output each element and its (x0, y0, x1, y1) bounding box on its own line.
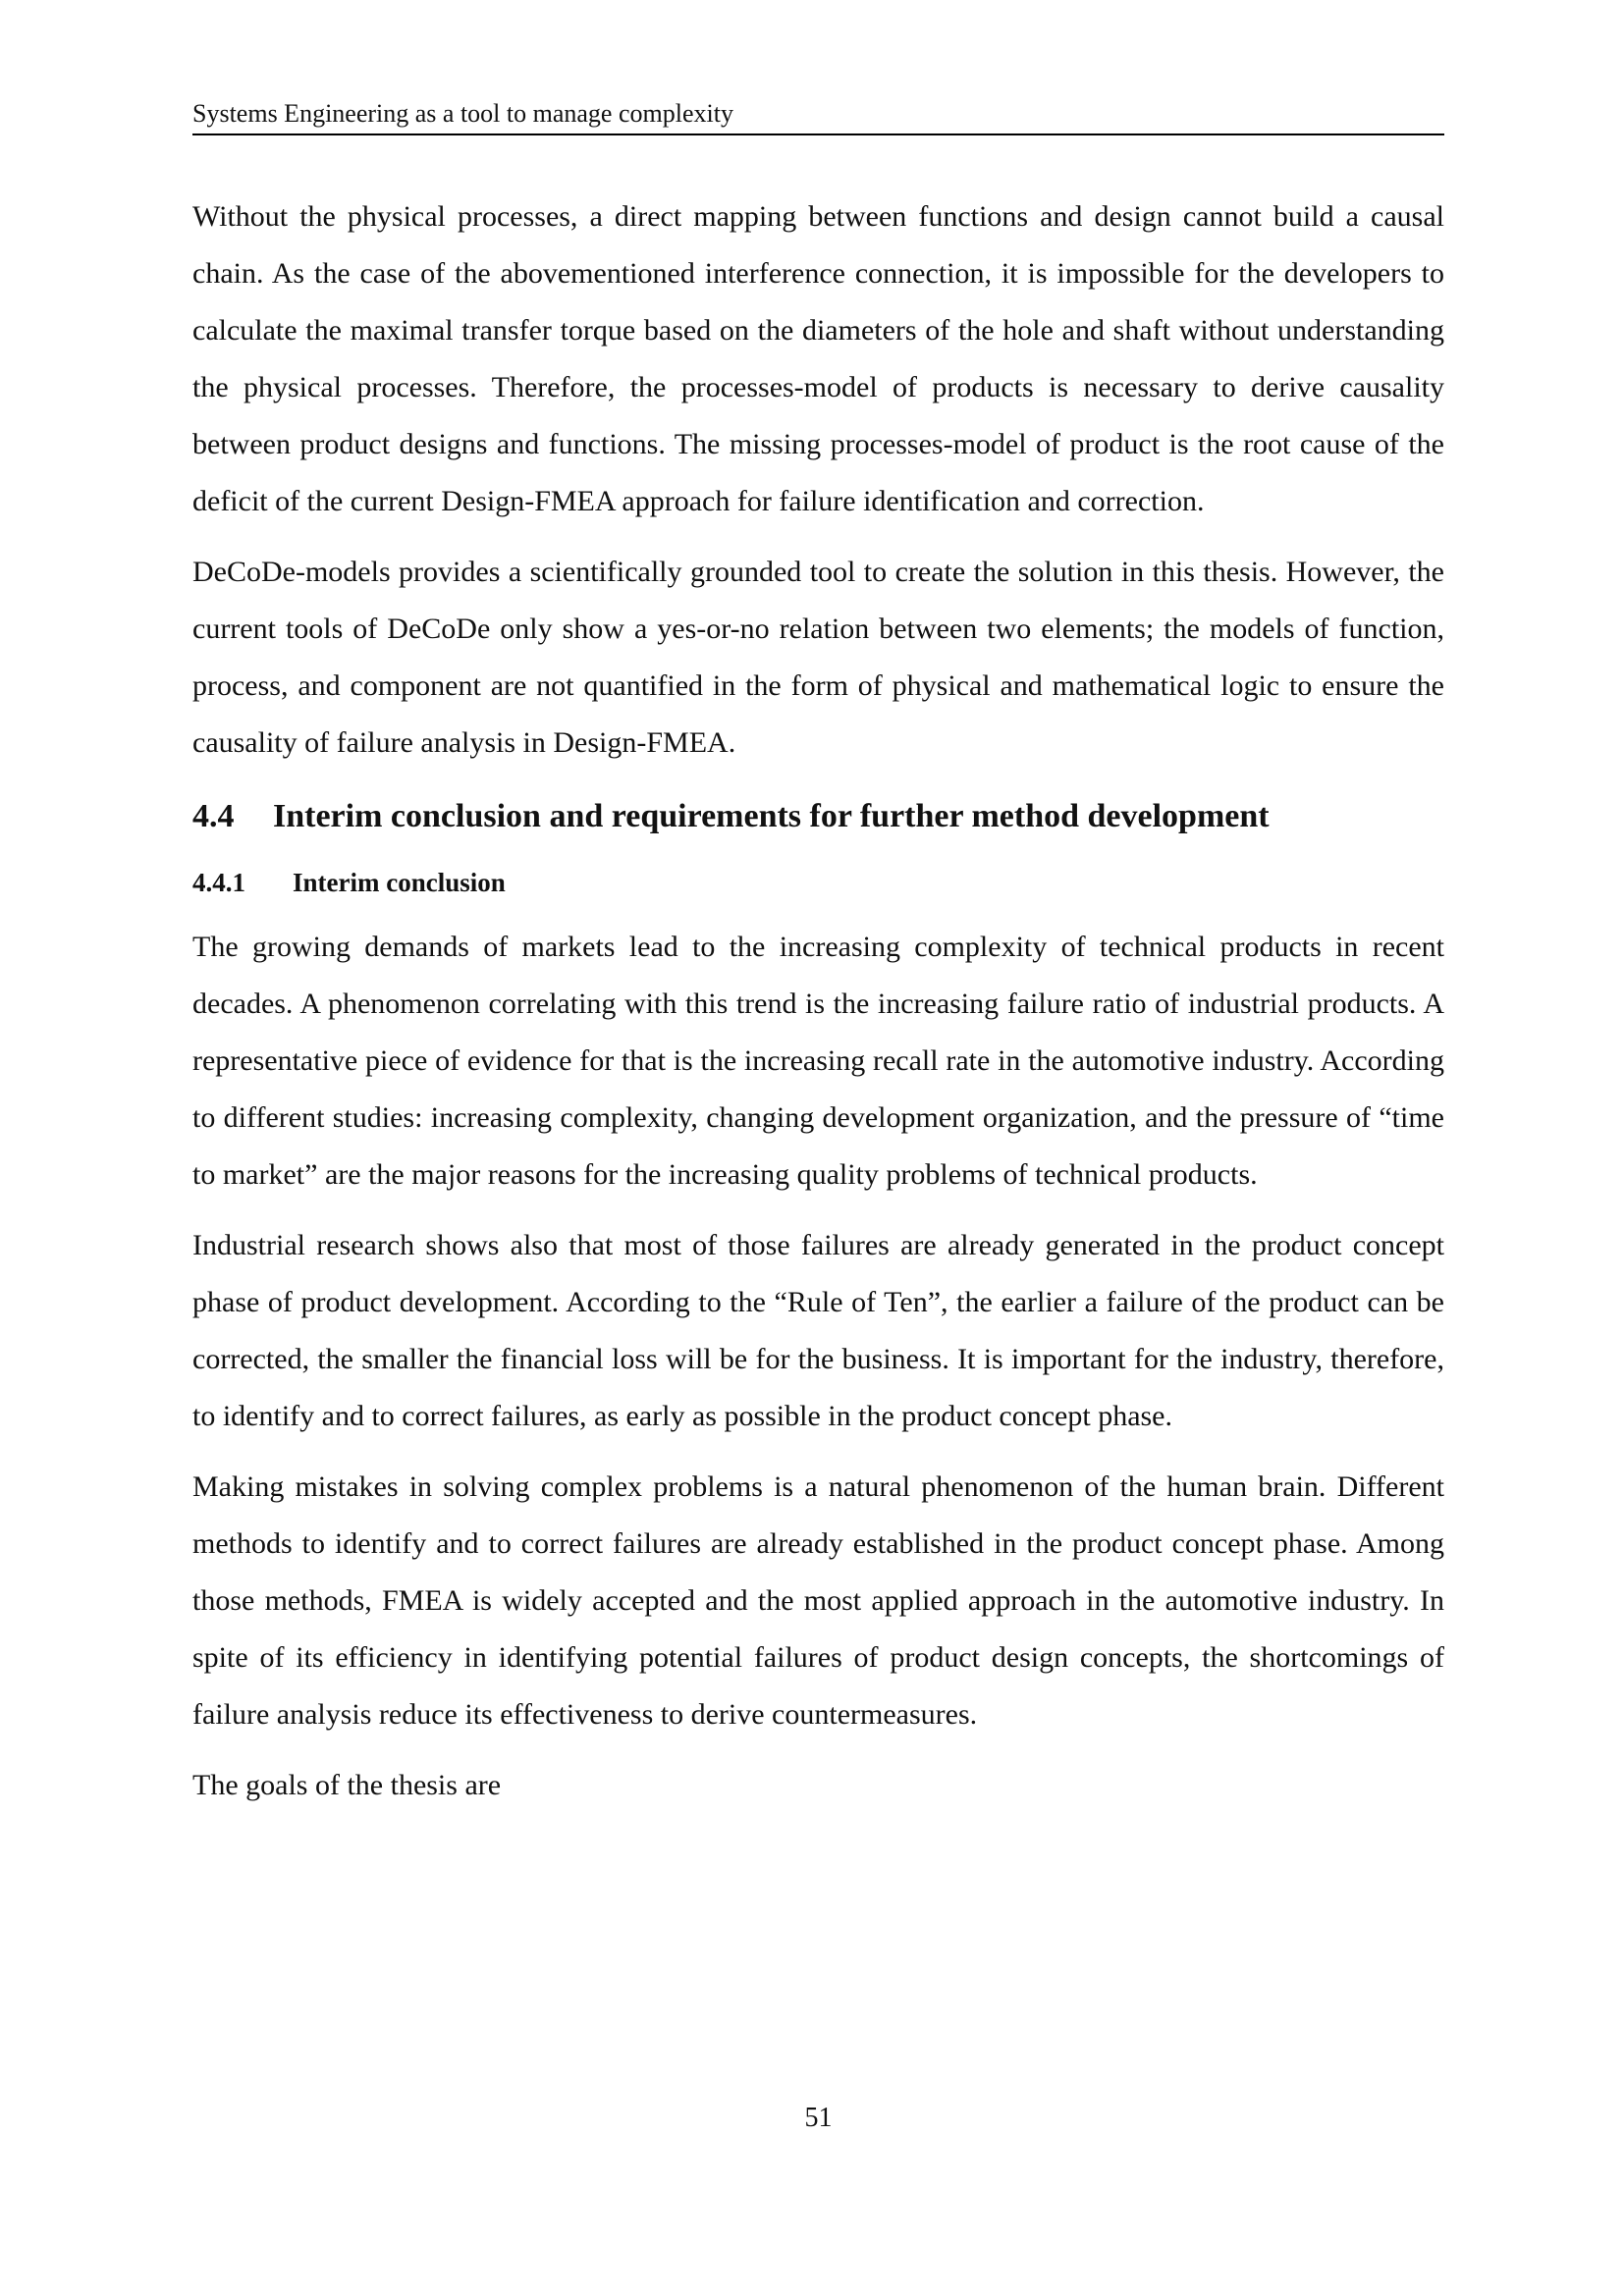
subsection-heading (192, 858, 1444, 907)
paragraph: Without the physical processes, a direct mapping between functions and design cannot build a causal chain. As the case of the abovementioned interference connection, it is impossible for the developers to calculate the maximal transfer torque based on the diameters of the hole and shaft without understanding the physical processes. Therefore, the processes-model of products is necessary to derive causality between product designs and functions. The missing processes-model of product is the root cause of the deficit of the current Design-FMEA approach for failure identification and correction. (192, 200, 1444, 517)
section-title: Interim conclusion and requirements for further method development (273, 798, 1270, 834)
subsection-number: 4.4.1 (192, 868, 245, 897)
paragraph: DeCoDe-models provides a scientifically grounded tool to create the solution in this thesis. However, the current tools of DeCoDe only show a yes-or-no relation between two elements; the models of function, process, and component are not quantified in the form of physical and mathematical logic to ensure the causality of failure analysis in Design-FMEA. (192, 556, 1444, 759)
paragraph: Industrial research shows also that most of those failures are already generated in the product concept phase of product development. According to the “Rule of Ten”, the earlier a failure of the product can be corrected, the smaller the financial loss will be for the business. It is important for the industry, therefore, to identify and to correct failures, as early as possible in the product concept phase. (192, 1229, 1444, 1432)
section-number: 4.4 (192, 798, 235, 834)
subsection-title: Interim conclusion (293, 868, 506, 897)
page-number: 51 (804, 2103, 833, 2133)
paragraph: The goals of the thesis are (192, 1769, 502, 1801)
running-header: Systems Engineering as a tool to manage complexity (192, 98, 1444, 135)
section-heading (192, 789, 1444, 844)
paragraph: Making mistakes in solving complex problems is a natural phenomenon of the human brain. Different methods to identify and to correct failures are already established in the product concept phase. Among those methods, FMEA is widely accepted and the most applied approach in the automotive industry. In spite of its efficiency in identifying potential failures of product design concepts, the shortcomings of failure analysis reduce its effectiveness to derive countermeasures. (192, 1470, 1444, 1731)
paragraph: The growing demands of markets lead to the increasing complexity of technical products in recent decades. A phenomenon correlating with this trend is the increasing failure ratio of industrial products. A representative piece of evidence for that is the increasing recall rate in the automotive industry. According to different studies: increasing complexity, changing development organization, and the pressure of “time to market” are the major reasons for the increasing quality problems of technical products. (192, 931, 1444, 1191)
page-content (192, 188, 1444, 1828)
